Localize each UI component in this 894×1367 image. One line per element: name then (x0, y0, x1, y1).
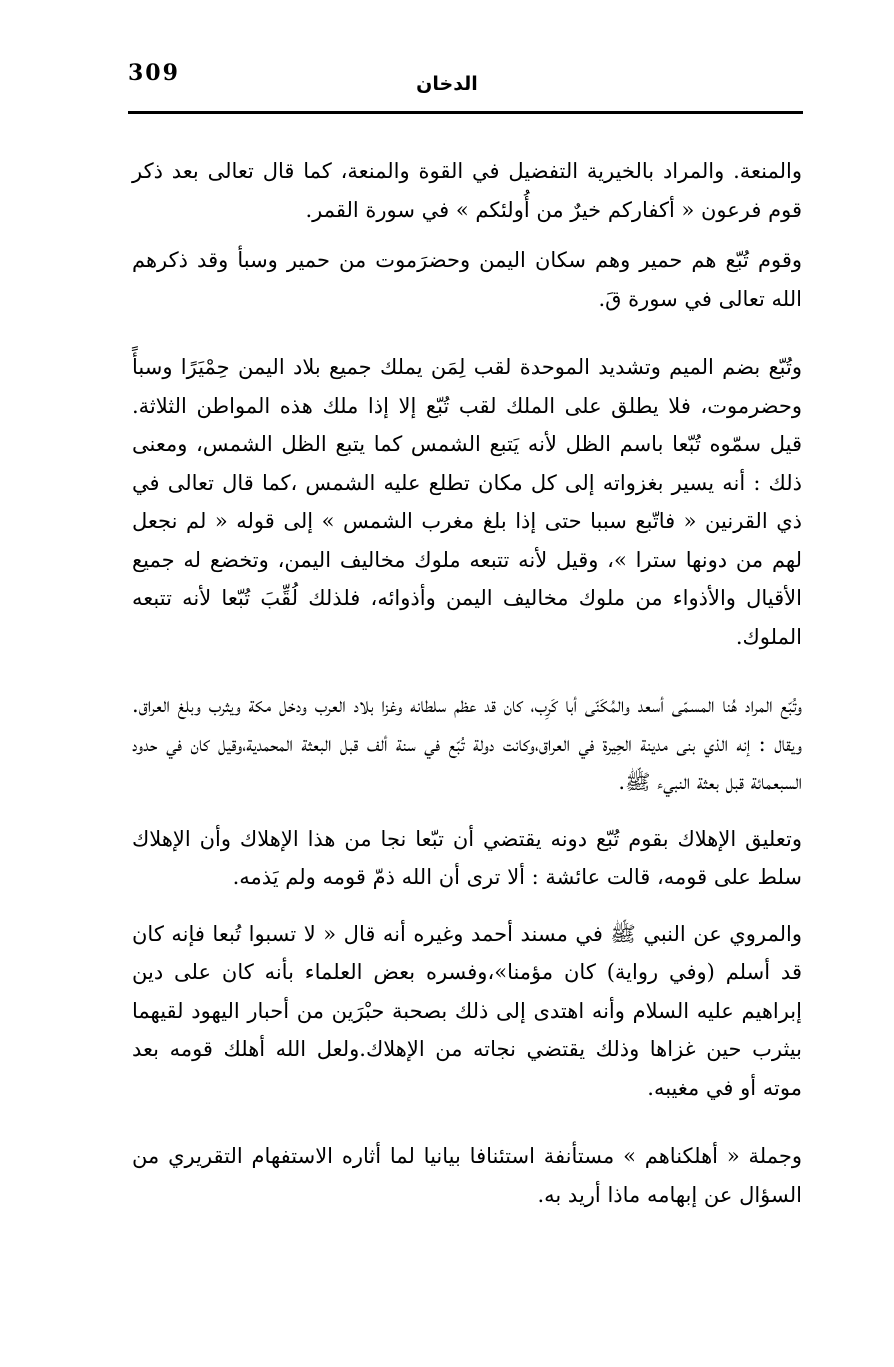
paragraph-5: وتعليق الإهلاك بقوم تُبّع دونه يقتضي أن تبّعا نجا من هذا الإهلاك وأن الإهلاك سلط على قومه، قالت عائشة : ألا ترى أن الله ذمّ قومه ولم يَذمه. (132, 826, 802, 889)
paragraph-2: وقوم تُبّع هم حمير وهم سكان اليمن وحضرَموت من حمير وسبأ وقد ذكرهم الله تعالى في سورة قَ. (132, 248, 802, 311)
surah-title: الدخان (416, 73, 478, 95)
page-body (132, 152, 802, 1214)
page-number: 309 (128, 60, 180, 86)
paragraph-1: والمنعة. والمراد بالخيرية التفضيل في القوة والمنعة، كما قال تعالى بعد ذكر قوم فرعون « أكفاركم خيرٌ من أُولئكم » في سورة القمر. (132, 159, 802, 222)
paragraph-4: وتُبّع المراد هُنا المسمّى أسعد والمُكَنّى أبا كَرِب، كان قد عظم سلطانه وغزا بلاد العرب ودخل مكة ويثرب وبلغ العراق. ويقال : إنه الذي بنى مدينة الحِيرة في العراق،وكانت دولة تُبّع في سنة ألف قبل البعثة المحمدية،وقيل كان في حدود السبعمائة قبل بعثة النبيء ﷺ. (132, 693, 802, 794)
paragraph-7: وجملة « أهلكناهم » مستأنفة استئنافا بيانيا لما أثاره الاستفهام التقريري من السؤال عن إبهامه ماذا أريد به. (132, 1144, 802, 1207)
paragraph-6: والمروي عن النبي ﷺ في مسند أحمد وغيره أنه قال « لا تسبوا تُبعا فإنه كان قد أسلم (وفي رواية) كان مؤمنا»،وفسره بعض العلماء بأنه كان على دين إبراهيم عليه السلام وأنه اهتدى إلى ذلك بصحبة حبْرَين من أحبار اليهود لقيهما بيثرب حين غزاها وذلك يقتضي نجاته من الإهلاك.ولعل الله أهلك قومه بعد موته أو في مغيبه. (132, 921, 802, 1100)
header-divider (128, 111, 803, 114)
paragraph-3: وتُبّع بضم الميم وتشديد الموحدة لقب لِمَن يملك جميع بلاد اليمن حِمْيَرًا وسبأً وحضرموت، فلا يطلق على الملك لقب تُبّع إلا إذا ملك هذه المواطن الثلاثة. قيل سمّوه تُبّعا باسم الظل لأنه يَتبع الشمس كما يتبع الظل الشمس، ومعنى ذلك : أنه يسير بغزواته إلى كل مكان تطلع عليه الشمس ،كما قال تعالى في ذي القرنين « فاتّبع سببا حتى إذا بلغ مغرب الشمس » إلى قوله « لم نجعل لهم من دونها سترا »، وقيل لأنه تتبعه ملوك مخاليف اليمن، وتخضع له جميع الأقيال والأذواء من ملوك مخاليف اليمن وأذوائه، فلذلك لُقِّبَ تُبّعا لأنه تتبعه الملوك. (132, 355, 802, 649)
